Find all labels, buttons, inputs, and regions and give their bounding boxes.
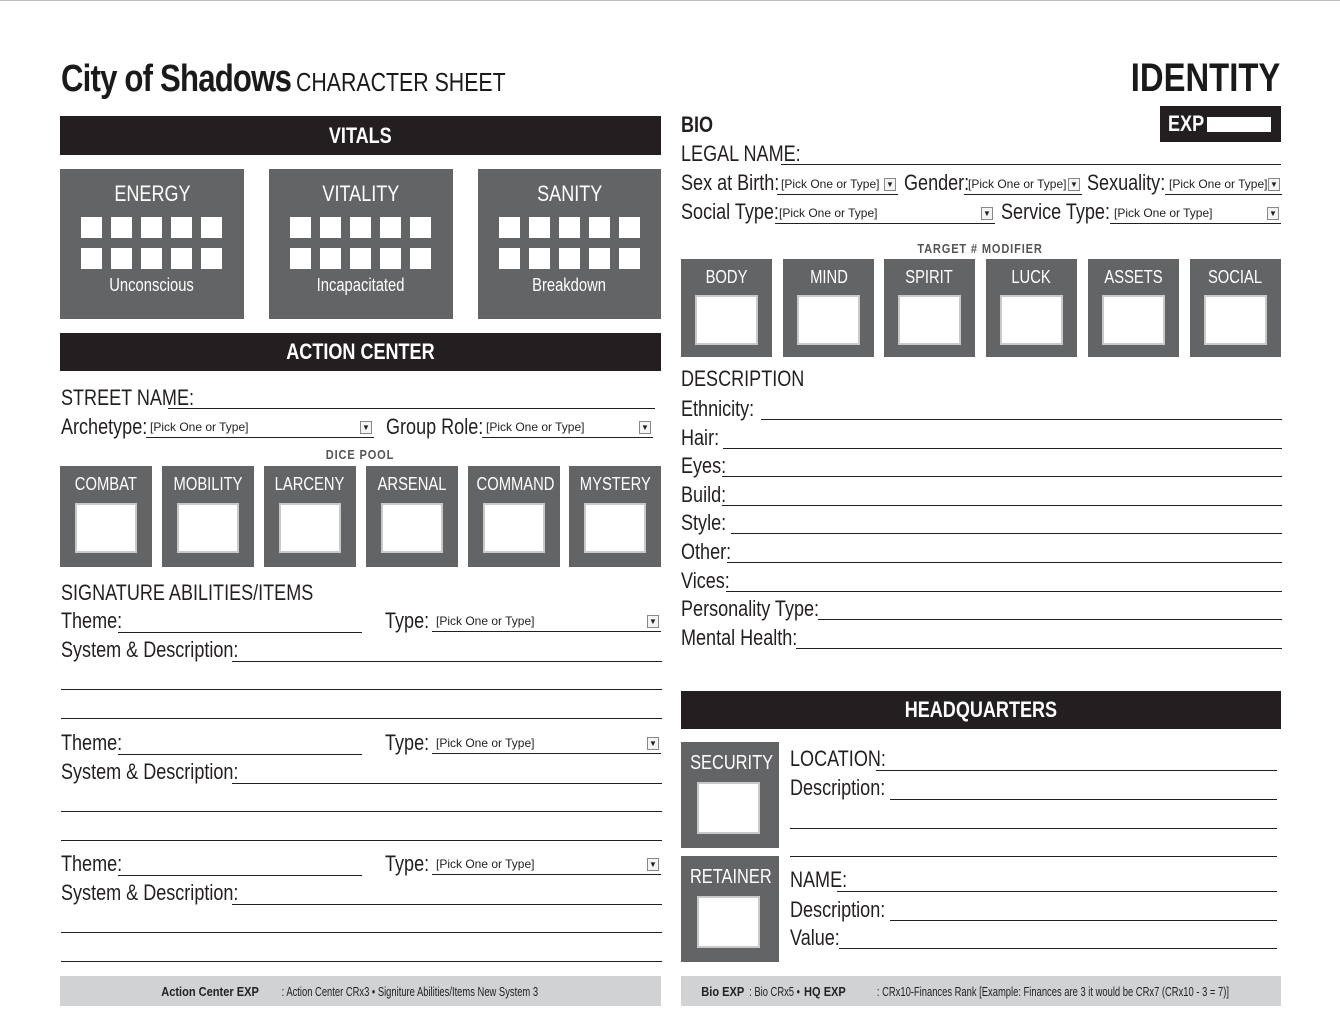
legal-name-label: LEGAL NAME: — [681, 141, 801, 166]
hq-description-line-3[interactable] — [790, 856, 1277, 857]
dice-pool-field[interactable] — [483, 503, 545, 553]
description-field-label: Personality Type: — [681, 596, 820, 622]
track-checkbox[interactable] — [320, 217, 341, 238]
description-field-label: Hair: — [681, 424, 720, 450]
chevron-down-icon: ▼ — [647, 858, 659, 871]
location-field[interactable] — [876, 770, 1277, 771]
bio-title: BIO — [681, 112, 714, 137]
track-checkbox[interactable] — [380, 217, 401, 238]
retainer-label: RETAINER — [689, 866, 772, 888]
description-field-input[interactable] — [723, 448, 1282, 449]
track-checkbox[interactable] — [589, 217, 610, 238]
system-description-line-3[interactable] — [61, 840, 662, 841]
chevron-down-icon: ▼ — [639, 421, 651, 434]
service-type-value: [Pick One or Type] — [1114, 206, 1213, 220]
gender-select[interactable] — [964, 176, 1082, 195]
dice-pool-larceny — [264, 466, 356, 567]
system-description-line-3[interactable] — [61, 718, 662, 719]
track-checkbox[interactable] — [201, 217, 222, 238]
sexuality-select[interactable] — [1165, 176, 1282, 195]
hq-description-label: Description: — [790, 775, 886, 800]
target-luck — [986, 259, 1077, 357]
dice-pool-label: DICE POOL — [325, 447, 395, 462]
description-field-input[interactable] — [818, 619, 1282, 620]
location-label: LOCATION: — [790, 746, 886, 771]
track-checkbox[interactable] — [111, 248, 132, 269]
social-type-value: [Pick One or Type] — [779, 206, 878, 220]
dice-pool-field[interactable] — [584, 503, 646, 553]
footer-left-text: : Action Center CRx3 • Signiture Abilities/Items New System 3 — [281, 983, 538, 999]
vitals-header — [60, 116, 661, 155]
street-name-label: STREET NAME: — [61, 385, 194, 410]
track-checkbox[interactable] — [410, 248, 431, 269]
dice-pool-field[interactable] — [279, 503, 341, 553]
target-label-text: BODY — [705, 267, 748, 287]
chevron-down-icon: ▼ — [981, 207, 993, 220]
headquarters-title: HEADQUARTERS — [904, 697, 1058, 722]
system-description-field[interactable] — [232, 904, 662, 905]
dice-pool-label-text: MYSTERY — [579, 474, 651, 494]
system-description-label: System & Description: — [61, 880, 239, 905]
track-checkbox[interactable] — [141, 248, 162, 269]
dice-pool-command — [468, 466, 560, 567]
chevron-down-icon: ▼ — [647, 737, 659, 750]
target-social — [1190, 259, 1281, 357]
track-checkbox[interactable] — [81, 217, 102, 238]
group-role-value: [Pick One or Type] — [486, 420, 585, 434]
track-checkbox[interactable] — [559, 248, 580, 269]
target-label-text: LUCK — [1011, 267, 1052, 287]
chevron-down-icon: ▼ — [360, 421, 372, 434]
subtitle-text: CHARACTER SHEET — [295, 67, 506, 97]
track-checkbox[interactable] — [619, 248, 640, 269]
type-value: [Pick One or Type] — [436, 736, 535, 750]
target-label-text: SPIRIT — [905, 267, 954, 287]
track-checkbox[interactable] — [171, 217, 192, 238]
description-field-label: Build: — [681, 481, 727, 507]
footer-right-text-1: : Bio CRx5 • — [749, 983, 800, 999]
theme-field[interactable] — [118, 632, 362, 633]
retainer-field[interactable] — [697, 896, 760, 948]
target-label-text: SOCIAL — [1208, 267, 1263, 287]
energy-label: ENERGY — [113, 181, 191, 206]
footer-left-bold: Action Center EXP — [160, 983, 259, 999]
headquarters-header — [681, 691, 1281, 729]
gender-value: [Pick One or Type] — [968, 177, 1067, 191]
type-label: Type: — [385, 608, 430, 633]
security-label: SECURITY — [690, 752, 774, 774]
type-value: [Pick One or Type] — [436, 614, 535, 628]
type-value: [Pick One or Type] — [436, 857, 535, 871]
target-body — [681, 259, 772, 357]
chevron-down-icon: ▼ — [647, 615, 659, 628]
system-description-line-3[interactable] — [61, 961, 662, 962]
dice-pool-field[interactable] — [177, 503, 239, 553]
archetype-select[interactable] — [146, 419, 374, 438]
description-field-label: Ethnicity: — [681, 396, 755, 421]
description-field-input[interactable] — [722, 505, 1282, 506]
track-checkbox[interactable] — [320, 248, 341, 269]
theme-field[interactable] — [118, 875, 362, 876]
target-field[interactable] — [1204, 295, 1267, 345]
bio-hq-exp-footer — [681, 976, 1281, 1006]
dice-pool-label-text: MOBILITY — [173, 474, 243, 494]
track-checkbox[interactable] — [499, 248, 520, 269]
service-type-label: Service Type: — [1001, 199, 1110, 224]
legal-name-field[interactable] — [781, 164, 1281, 165]
dice-pool-arsenal — [366, 466, 458, 567]
vitals-title: VITALS — [329, 122, 392, 148]
chevron-down-icon: ▼ — [1068, 178, 1080, 191]
dice-pool-label-text: LARCENY — [275, 474, 345, 494]
social-type-label: Social Type: — [681, 199, 779, 224]
exp-label: EXP — [1168, 111, 1205, 136]
sex-select[interactable] — [777, 176, 898, 195]
system-description-line-2[interactable] — [61, 932, 662, 933]
sanity-foot: Breakdown — [532, 275, 607, 295]
track-checkbox[interactable] — [380, 248, 401, 269]
dice-pool-label-text: COMBAT — [74, 474, 138, 494]
vitality-box — [269, 169, 453, 319]
footer-right-text-2: : CRx10-Finances Rank [Example: Finances are 3 it would be CRx7 (CRx10 - 3 = 7)] — [877, 983, 1230, 999]
action-center-header — [60, 333, 661, 371]
exp-box — [1160, 106, 1281, 142]
chevron-down-icon: ▼ — [884, 178, 896, 191]
track-checkbox[interactable] — [350, 248, 371, 269]
sex-value: [Pick One or Type] — [781, 177, 880, 191]
dice-pool-label-text: COMMAND — [476, 474, 555, 494]
action-center-title: ACTION CENTER — [286, 339, 435, 364]
hq-description-line-2[interactable] — [790, 828, 1277, 829]
identity-heading: IDENTITY — [1130, 56, 1280, 100]
track-checkbox[interactable] — [529, 248, 550, 269]
energy-foot: Unconscious — [109, 275, 195, 295]
description-title: DESCRIPTION — [681, 366, 805, 391]
retainer-description-label: Description: — [790, 897, 886, 922]
security-field[interactable] — [697, 782, 760, 834]
track-checkbox[interactable] — [171, 248, 192, 269]
system-description-line-2[interactable] — [61, 689, 662, 690]
description-field-input[interactable] — [727, 562, 1282, 563]
description-field-input[interactable] — [761, 419, 1282, 420]
target-field[interactable] — [1102, 295, 1165, 345]
target-spirit — [884, 259, 975, 357]
energy-box — [60, 169, 244, 319]
theme-label: Theme: — [61, 851, 123, 876]
track-checkbox[interactable] — [529, 217, 550, 238]
type-select[interactable] — [432, 613, 661, 632]
track-checkbox[interactable] — [201, 248, 222, 269]
target-field[interactable] — [797, 295, 860, 345]
hq-description-field[interactable] — [890, 799, 1277, 800]
track-checkbox[interactable] — [619, 217, 640, 238]
archetype-value: [Pick One or Type] — [150, 420, 249, 434]
system-description-label: System & Description: — [61, 759, 239, 784]
action-center-exp-footer — [60, 976, 661, 1006]
group-role-label: Group Role: — [386, 414, 484, 439]
vitality-foot: Incapacitated — [317, 275, 405, 295]
track-checkbox[interactable] — [141, 217, 162, 238]
sexuality-label: Sexuality: — [1087, 170, 1166, 195]
type-select[interactable] — [432, 735, 661, 754]
title-text: City of Shadows — [61, 58, 292, 100]
target-modifier-label: TARGET # MODIFIER — [917, 241, 1043, 256]
archetype-label: Archetype: — [61, 414, 148, 439]
target-label-text: ASSETS — [1104, 267, 1163, 287]
dice-pool-field[interactable] — [75, 503, 137, 553]
target-label-text: MIND — [809, 267, 848, 287]
top-border — [0, 0, 1340, 1]
chevron-down-icon: ▼ — [1267, 207, 1279, 220]
theme-label: Theme: — [61, 730, 123, 755]
description-field-input[interactable] — [722, 476, 1282, 477]
retainer-name-label: NAME: — [790, 867, 848, 892]
dice-pool-field[interactable] — [381, 503, 443, 553]
theme-label: Theme: — [61, 608, 123, 633]
description-field-label: Eyes: — [681, 453, 727, 479]
target-field[interactable] — [898, 295, 961, 345]
retainer-value-field[interactable] — [839, 948, 1277, 949]
service-type-select[interactable] — [1110, 205, 1281, 224]
sex-label: Sex at Birth: — [681, 170, 780, 195]
sanity-label: SANITY — [536, 181, 603, 206]
track-checkbox[interactable] — [111, 217, 132, 238]
dice-pool-label-text: ARSENAL — [377, 474, 447, 494]
type-select[interactable] — [432, 856, 661, 875]
target-field[interactable] — [1000, 295, 1063, 345]
retainer-box — [681, 856, 779, 962]
security-box — [681, 742, 779, 848]
description-field-input[interactable] — [726, 591, 1282, 592]
track-checkbox[interactable] — [559, 217, 580, 238]
dice-pool-mobility — [162, 466, 254, 567]
group-role-select[interactable] — [482, 419, 653, 438]
system-description-field[interactable] — [232, 661, 662, 662]
sanity-box — [478, 169, 661, 319]
track-checkbox[interactable] — [350, 217, 371, 238]
description-field-label: Other: — [681, 539, 732, 564]
theme-field[interactable] — [118, 754, 362, 755]
page-title — [61, 58, 506, 101]
retainer-name-field[interactable] — [837, 891, 1277, 892]
track-checkbox[interactable] — [499, 217, 520, 238]
type-label: Type: — [385, 730, 430, 755]
dice-pool-mystery — [569, 466, 661, 567]
description-field-input[interactable] — [796, 648, 1282, 649]
type-label: Type: — [385, 851, 430, 876]
footer-right-bold-2: HQ EXP — [804, 983, 847, 999]
gender-label: Gender: — [904, 170, 970, 195]
system-description-field[interactable] — [232, 783, 662, 784]
track-checkbox[interactable] — [410, 217, 431, 238]
retainer-description-field[interactable] — [890, 920, 1277, 921]
description-field-label: Mental Health: — [681, 624, 798, 650]
system-description-label: System & Description: — [61, 637, 239, 662]
target-field[interactable] — [695, 295, 758, 345]
system-description-line-2[interactable] — [61, 811, 662, 812]
description-field-input[interactable] — [731, 533, 1282, 534]
dice-pool-combat — [60, 466, 152, 567]
target-mind — [783, 259, 874, 357]
street-name-field[interactable] — [168, 408, 655, 409]
vitality-label: VITALITY — [322, 181, 400, 206]
chevron-down-icon: ▼ — [1268, 178, 1280, 191]
exp-field[interactable] — [1207, 117, 1271, 132]
footer-right-bold-1: Bio EXP — [701, 983, 745, 999]
retainer-value-label: Value: — [790, 925, 840, 950]
track-checkbox[interactable] — [81, 248, 102, 269]
social-type-select[interactable] — [775, 205, 995, 224]
track-checkbox[interactable] — [589, 248, 610, 269]
description-field-label: Style: — [681, 510, 727, 536]
description-field-label: Vices: — [681, 567, 730, 593]
track-checkbox[interactable] — [290, 217, 311, 238]
sexuality-value: [Pick One or Type] — [1169, 177, 1268, 191]
target-assets — [1088, 259, 1179, 357]
signature-title: SIGNATURE ABILITIES/ITEMS — [61, 580, 314, 605]
track-checkbox[interactable] — [290, 248, 311, 269]
